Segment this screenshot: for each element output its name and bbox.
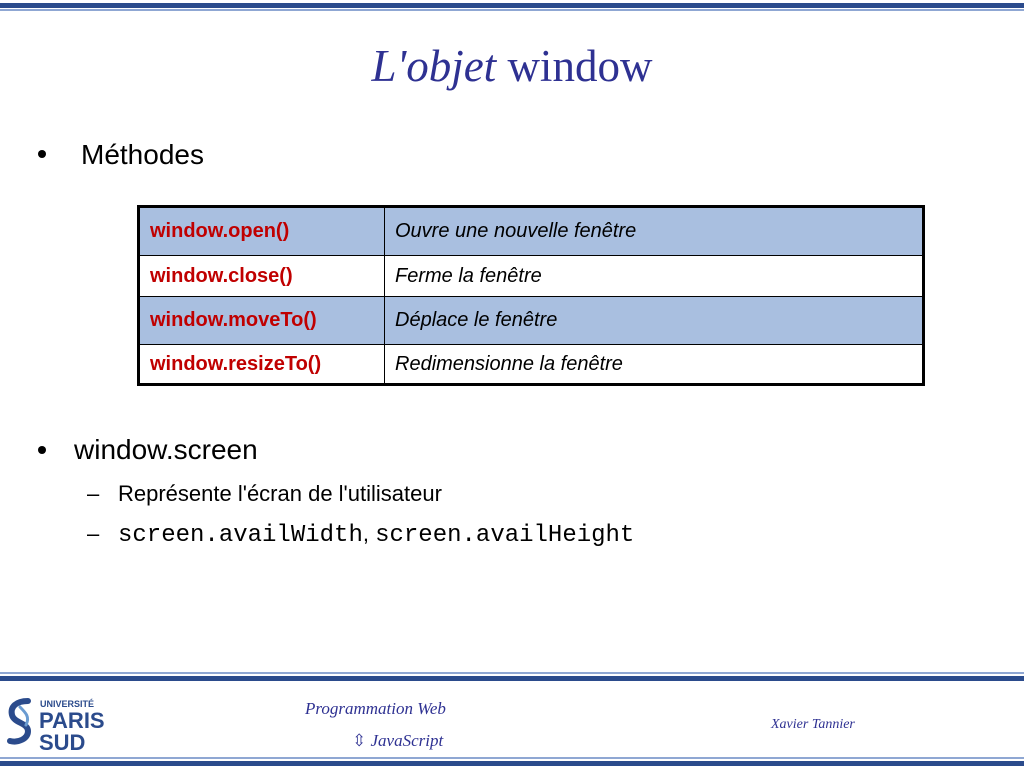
sub-bullet-dash: – (87, 481, 100, 506)
footer-course-title: Programmation Web (305, 699, 446, 718)
method-description: Ferme la fenêtre (385, 256, 924, 297)
method-description: Redimensionne la fenêtre (385, 345, 924, 385)
logo-text-universite: UNIVERSITÉ (40, 699, 95, 709)
method-name: window.close() (139, 256, 385, 297)
table-row (139, 345, 924, 385)
methods-table (137, 205, 925, 386)
bullet-dot-methods (38, 150, 46, 158)
slide-title-italic: L'objet (371, 41, 497, 91)
footer-subtopic (352, 731, 443, 751)
footer-border-dark (0, 676, 1024, 681)
method-name: window.open() (139, 207, 385, 256)
top-border-light (0, 9, 1024, 11)
table-row (139, 256, 924, 297)
footer-arrow-icon: ⇳ (352, 731, 367, 750)
top-border-dark (0, 3, 1024, 8)
method-description: Déplace le fenêtre (385, 297, 924, 345)
footer-subtopic-label: JavaScript (370, 731, 444, 750)
bullet-methods: Méthodes (81, 139, 204, 170)
logo-text-paris: PARIS (39, 708, 105, 733)
sub-bullet-screen-props (118, 520, 634, 550)
method-description: Ouvre une nouvelle fenêtre (385, 207, 924, 256)
bullet-window-screen: window.screen (74, 434, 258, 465)
sub-bullet-dash: – (87, 521, 100, 546)
slide-title (0, 38, 1024, 94)
universite-paris-sud-logo (6, 695, 116, 755)
logo-text-sud: SUD (39, 730, 86, 755)
method-name: window.resizeTo() (139, 345, 385, 385)
table-row (139, 207, 924, 256)
footer-border-light (0, 672, 1024, 674)
footer-author: Xavier Tannier (771, 717, 855, 732)
footer-border-dark (0, 761, 1024, 766)
code-avail-height: screen.availHeight (375, 522, 635, 549)
table-row (139, 297, 924, 345)
footer-border-light (0, 757, 1024, 759)
code-avail-width: screen.availWidth (118, 522, 363, 549)
sub-bullet-screen-desc: Représente l'écran de l'utilisateur (118, 481, 442, 506)
code-separator: , (362, 521, 369, 546)
bullet-dot-screen (38, 446, 46, 454)
slide-title-rest: window (507, 41, 653, 91)
method-name: window.moveTo() (139, 297, 385, 345)
